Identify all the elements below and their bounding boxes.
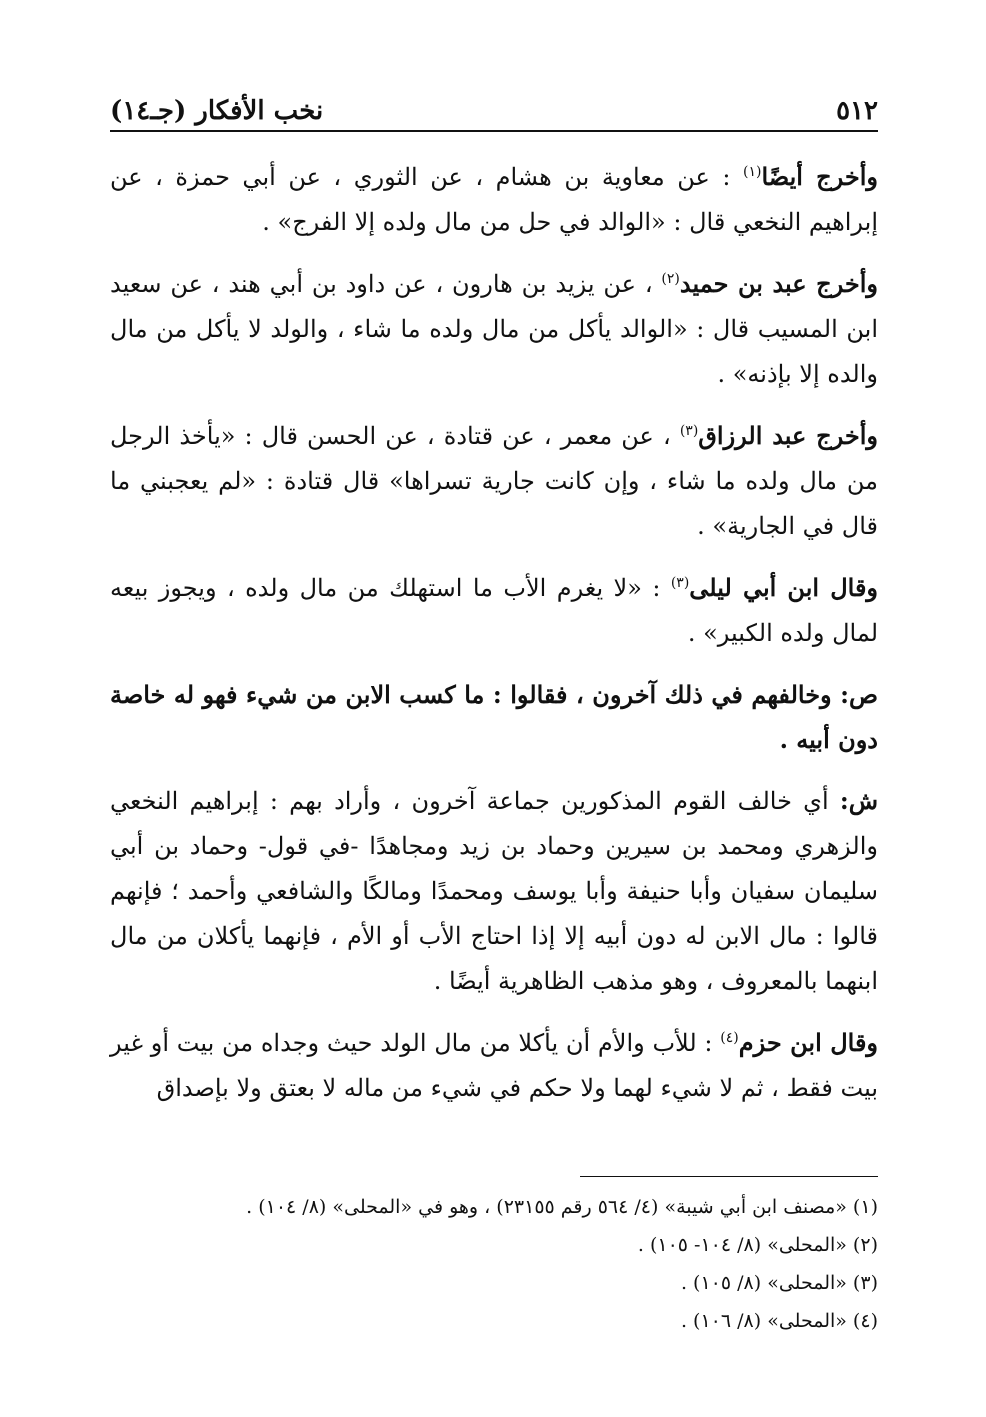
paragraph-lead: وأخرج عبد الرزاق bbox=[698, 421, 879, 450]
footnote-ref[interactable]: (١) bbox=[742, 164, 762, 180]
paragraph-lead: وأخرج أيضًا bbox=[761, 162, 879, 191]
paragraph bbox=[110, 561, 878, 656]
paragraph bbox=[110, 150, 878, 245]
header-divider bbox=[110, 130, 878, 132]
footnote-divider bbox=[580, 1176, 878, 1177]
paragraph bbox=[110, 257, 878, 397]
paragraph-text: : وخالفهم في ذلك آخرون ، فقالوا : ما كسب الابن من شيء فهو له خاصة دون أبيه . bbox=[110, 680, 878, 754]
footnote-item: (٢) «المحلى» (٨/ ١٠٤- ١٠٥) . bbox=[637, 1234, 878, 1256]
paragraph-lead: ص bbox=[848, 680, 878, 709]
paragraph-text: : «لا يغرم الأب ما استهلك من مال ولده ، ويجوز بيعه لمال ولده الكبير» . bbox=[110, 574, 878, 647]
matn-paragraph bbox=[110, 668, 878, 762]
paragraph-lead: وقال ابن حزم bbox=[738, 1028, 879, 1057]
footnote-ref[interactable]: (٣) bbox=[670, 575, 690, 591]
paragraph bbox=[110, 409, 878, 549]
paragraph bbox=[110, 1016, 878, 1111]
paragraph-text: ، عن معمر ، عن قتادة ، عن الحسن قال : «يأخذ الرجل من مال ولده ما شاء ، وإن كانت جارية تسراها» قال قتادة : «لم يعجبني ما قال في الجارية» . bbox=[110, 422, 878, 540]
paragraph-lead: وأخرج عبد بن حميد bbox=[679, 269, 878, 298]
footnote-ref[interactable]: (٣) bbox=[679, 423, 699, 439]
paragraph-text: ، عن يزيد بن هارون ، عن داود بن أبي هند ، عن سعيد ابن المسيب قال : «الوالد يأكل من مال ولده ما شاء ، والولد لا يأكل من مال والده إلا بإذنه» . bbox=[110, 270, 878, 388]
paragraph-text: : عن معاوية بن هشام ، عن الثوري ، عن أبي حمزة ، عن إبراهيم النخعي قال : «الوالد في حل من مال ولده إلا الفرج» . bbox=[110, 163, 878, 236]
book-title: نخب الأفكار (جـ١٤) bbox=[110, 96, 324, 126]
paragraph-text: أي خالف القوم المذكورين جماعة آخرون ، وأراد بهم : إبراهيم النخعي والزهري ومحمد بن سيرين وحماد بن زيد ومجاهدًا -في قول- وحماد بن أبي سليمان سفيان وأبا حنيفة وأبا يوسف ومحمدًا ومالكًا والشافعي وأحمد ؛ فإنهم قالوا : مال الابن له دون أبيه إلا إذا احتاج الأب أو الأم ، فإنهما يأكلان من مال ابنهما بالمعروف ، وهو مذهب الظاهرية أيضًا . bbox=[110, 787, 878, 995]
main-text bbox=[110, 150, 878, 1123]
footnote-item: (٣) «المحلى» (٨/ ١٠٥) . bbox=[680, 1272, 878, 1294]
footnote-item: (١) «مصنف ابن أبي شيبة» (٤/ ٥٦٤ رقم ٢٣١٥٥) ، وهو في «المحلى» (٨/ ١٠٤) . bbox=[246, 1196, 878, 1218]
paragraph-lead: وقال ابن أبي ليلى bbox=[689, 573, 879, 602]
footnote-item: (٤) «المحلى» (٨/ ١٠٦) . bbox=[680, 1310, 878, 1332]
paragraph-lead: ش: bbox=[839, 786, 878, 815]
sharh-paragraph bbox=[110, 774, 878, 1004]
paragraph-text: : للأب والأم أن يأكلا من مال الولد حيث وجداه من بيت أو غير بيت فقط ، ثم لا شيء لهما ولا حكم في شيء من ماله لا بعتق ولا بإصداق bbox=[110, 1029, 878, 1102]
page-number: ٥١٢ bbox=[836, 96, 878, 126]
footnote-ref[interactable]: (٢) bbox=[661, 271, 680, 287]
footnote-ref[interactable]: (٤) bbox=[720, 1030, 739, 1046]
page-header bbox=[110, 80, 878, 126]
footnotes bbox=[110, 1188, 878, 1340]
